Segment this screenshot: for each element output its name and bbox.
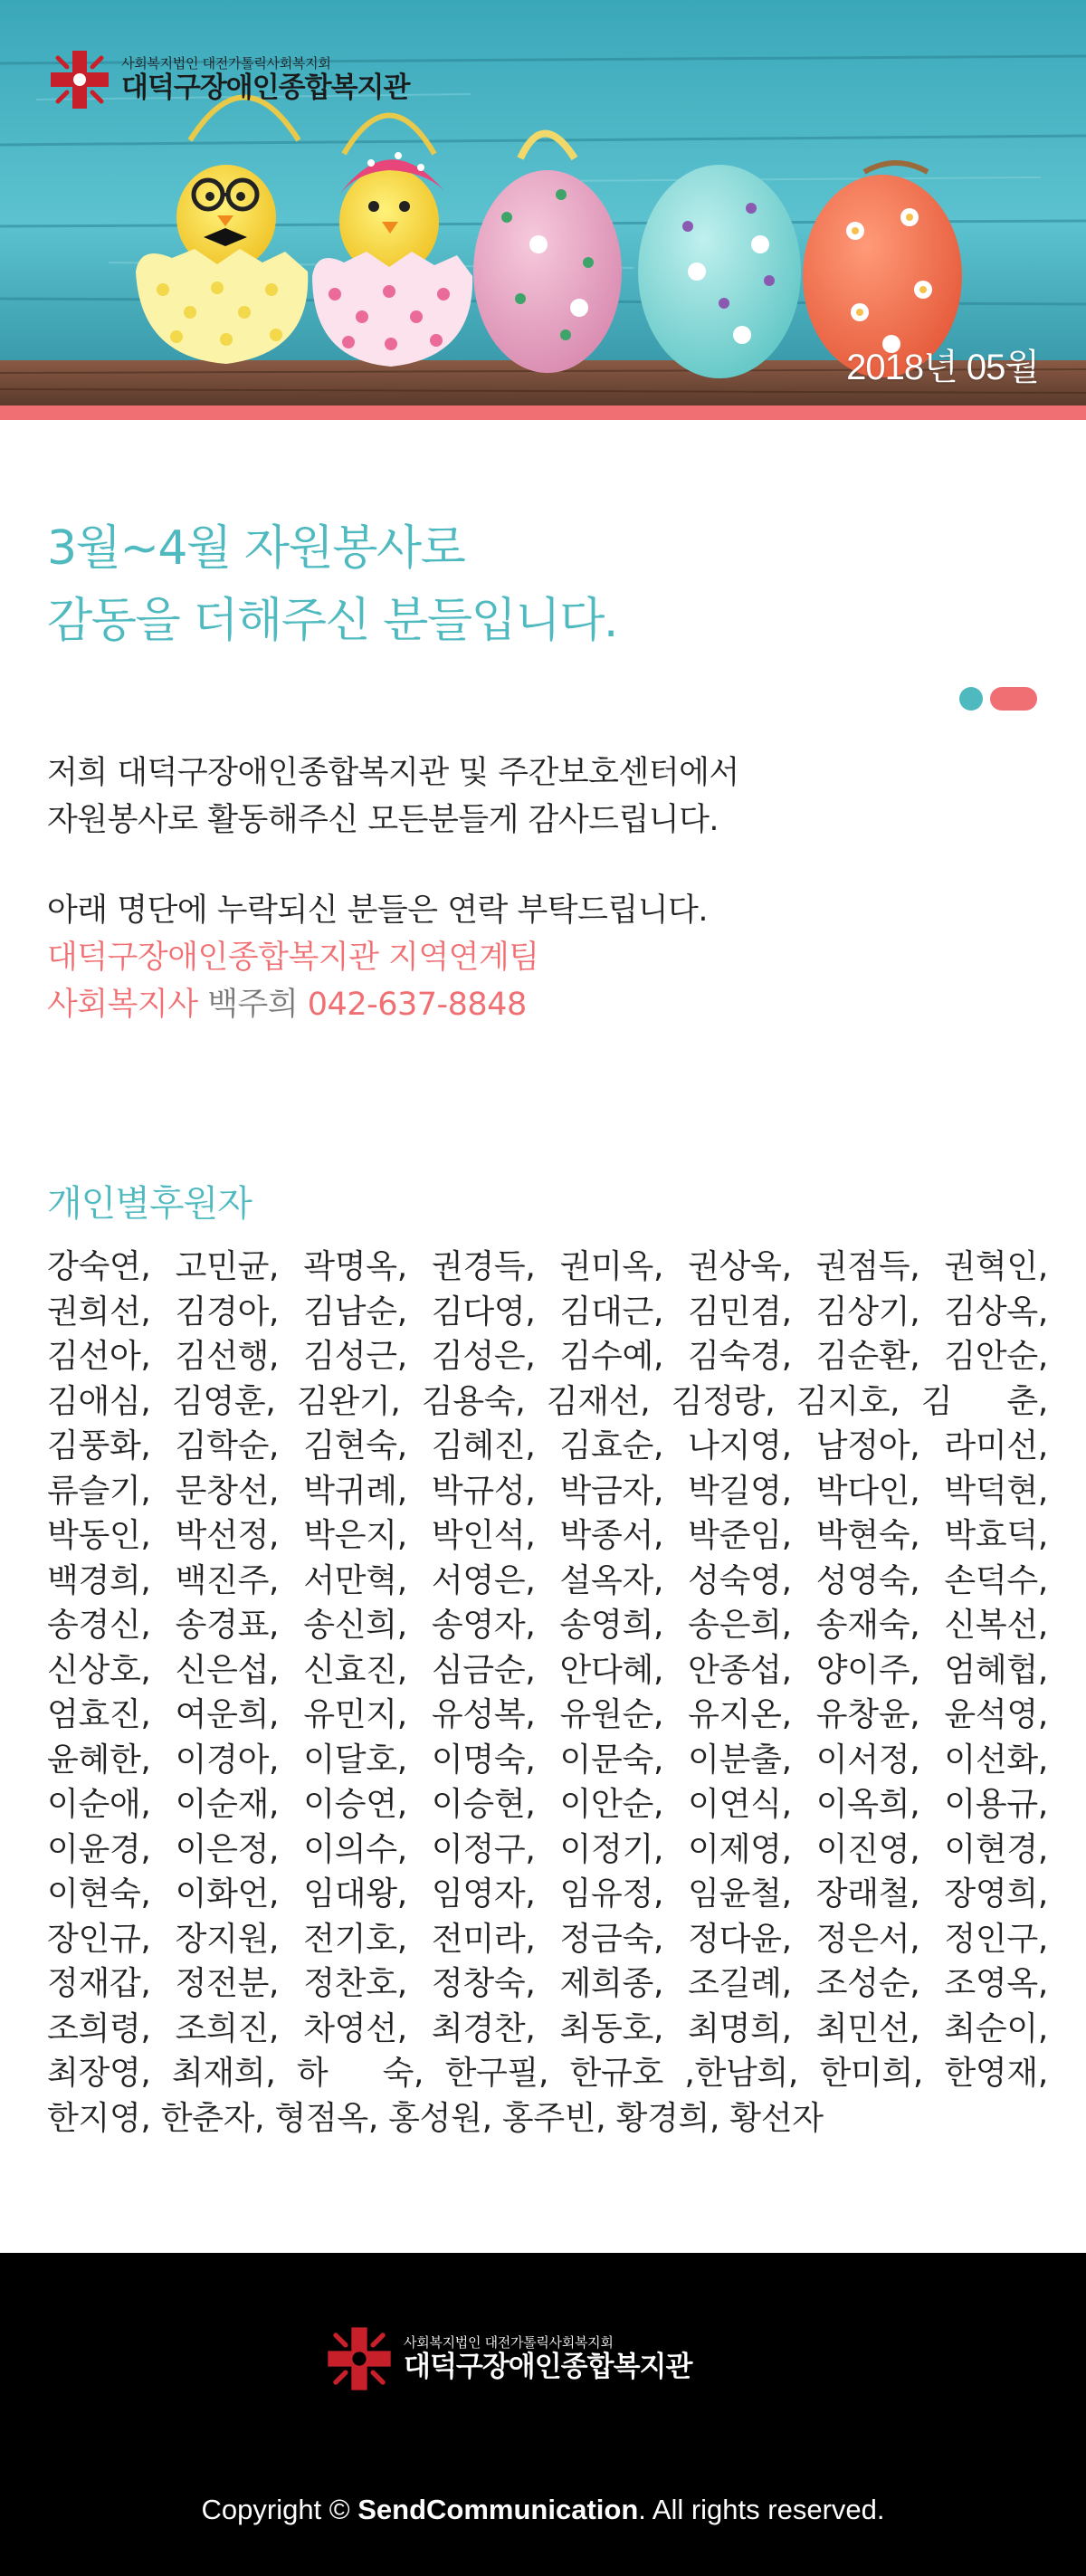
footer-org-parent-name: 사회복지법인 대전가톨릭사회복지회	[404, 2334, 614, 2351]
copyright-suffix: . All rights reserved.	[638, 2494, 885, 2525]
contact-phone[interactable]: 042-637-8848	[307, 987, 527, 1023]
org-name: 대덕구장애인종합복지관	[121, 72, 410, 104]
issue-date: 2018년 05월	[846, 348, 1039, 387]
intro-line-2: 자원봉사로 활동해주신 모든분들게 감사드립니다.	[47, 802, 719, 838]
slide-indicator-dots	[959, 686, 1041, 711]
intro-line-1: 저희 대덕구장애인종합복지관 및 주간보호센터에서	[47, 755, 739, 791]
caritas-cross-icon	[324, 2323, 395, 2394]
missing-notice: 아래 명단에 누락되신 분들은 연락 부탁드립니다.	[47, 892, 708, 929]
dot-teal-icon	[959, 687, 983, 711]
contact-team: 대덕구장애인종합복지관 지역연계팀	[47, 940, 539, 976]
org-parent-name: 사회복지법인 대전가톨릭사회복지회	[121, 55, 331, 72]
spacer	[47, 844, 1043, 887]
footer-logo[interactable]	[324, 2323, 691, 2394]
copyright-brand[interactable]: SendCommunication	[357, 2494, 639, 2525]
headline-line-1: 3월~4월 자원봉사로	[47, 521, 465, 576]
contact-role: 사회복지사	[47, 987, 198, 1023]
page-headline	[47, 512, 952, 657]
header-logo[interactable]	[47, 47, 409, 112]
headline-line-2: 감동을 더해주신 분들입니다.	[47, 594, 617, 648]
contact-person: 백주희	[207, 987, 299, 1023]
copyright-prefix: Copyright ©	[201, 2494, 358, 2525]
footer-org-name: 대덕구장애인종합복지관	[404, 2351, 692, 2383]
intro-text	[47, 749, 1043, 1028]
footer	[0, 2253, 1086, 2576]
copyright-notice	[0, 2494, 1086, 2526]
dot-pink-icon	[990, 687, 1037, 711]
contact-line	[47, 981, 1043, 1028]
donor-list: 강숙연, 고민균, 곽명옥, 권경득, 권미옥, 권상욱, 권점득, 권혁인, 권희선, 김경아, 김남순, 김다영, 김대근, 김민겸, 김상기, 김상옥, 김선아, 김선행, 김성근, 김성은, 김수예, 김숙경, 김순환, 김안순, 김애심, 김영훈, 김완기, 김용숙, 김재선, 김정랑, 김지호, 김 춘, 김풍화, 김학순, 김현숙, 김혜진, 김효순, 나지영, 남정아, 라미선, 류슬기, 문창선, 박귀례, 박규성, 박금자, 박길영, 박다인, 박덕현, 박동인, 박선정, 박은지, 박인석, 박종서, 박준임, 박현숙, 박효덕, 백경희, 백진주, 서만혁, 서영은, 설옥자, 성숙영, 성영숙, 손덕수, 송경신, 송경표, 송신희, 송영자, 송영희, 송은희, 송재숙, 신복선, 신상호, 신은섭, 신효진, 심금순, 안다혜, 안종섭, 양이주, 엄혜헙, 엄효진, 여운희, 유민지, 유성복, 유원순, 유지온, 유창윤, 윤석영, 윤혜한, 이경아, 이달호, 이명숙, 이문숙, 이분출, 이서정, 이선화, 이순애, 이순재, 이승연, 이승현, 이안순, 이연식, 이옥희, 이용규, 이윤경, 이은정, 이의수, 이정구, 이정기, 이제영, 이진영, 이현경, 이현숙, 이화언, 임대왕, 임영자, 임유정, 임윤철, 장래철, 장영희, 장인규, 장지원, 전기호, 전미라, 정금숙, 정다윤, 정은서, 정인구, 정재갑, 정전분, 정찬호, 정창숙, 제희종, 조길례, 조성순, 조영옥, 조희령, 조희진, 차영선, 최경찬, 최동호, 최명희, 최민선, 최순이, 최장영, 최재희, 하 숙, 한구필, 한규호 ,한남희, 한미희, 한영재, 한지영, 한춘자, 형점옥, 홍성원, 홍주빈, 황경희, 황선자	[47, 1248, 1048, 2137]
section-title: 개인별후원자	[47, 1183, 252, 1225]
header-divider	[0, 405, 1086, 420]
caritas-cross-icon	[47, 47, 112, 112]
header-banner	[0, 0, 1086, 405]
